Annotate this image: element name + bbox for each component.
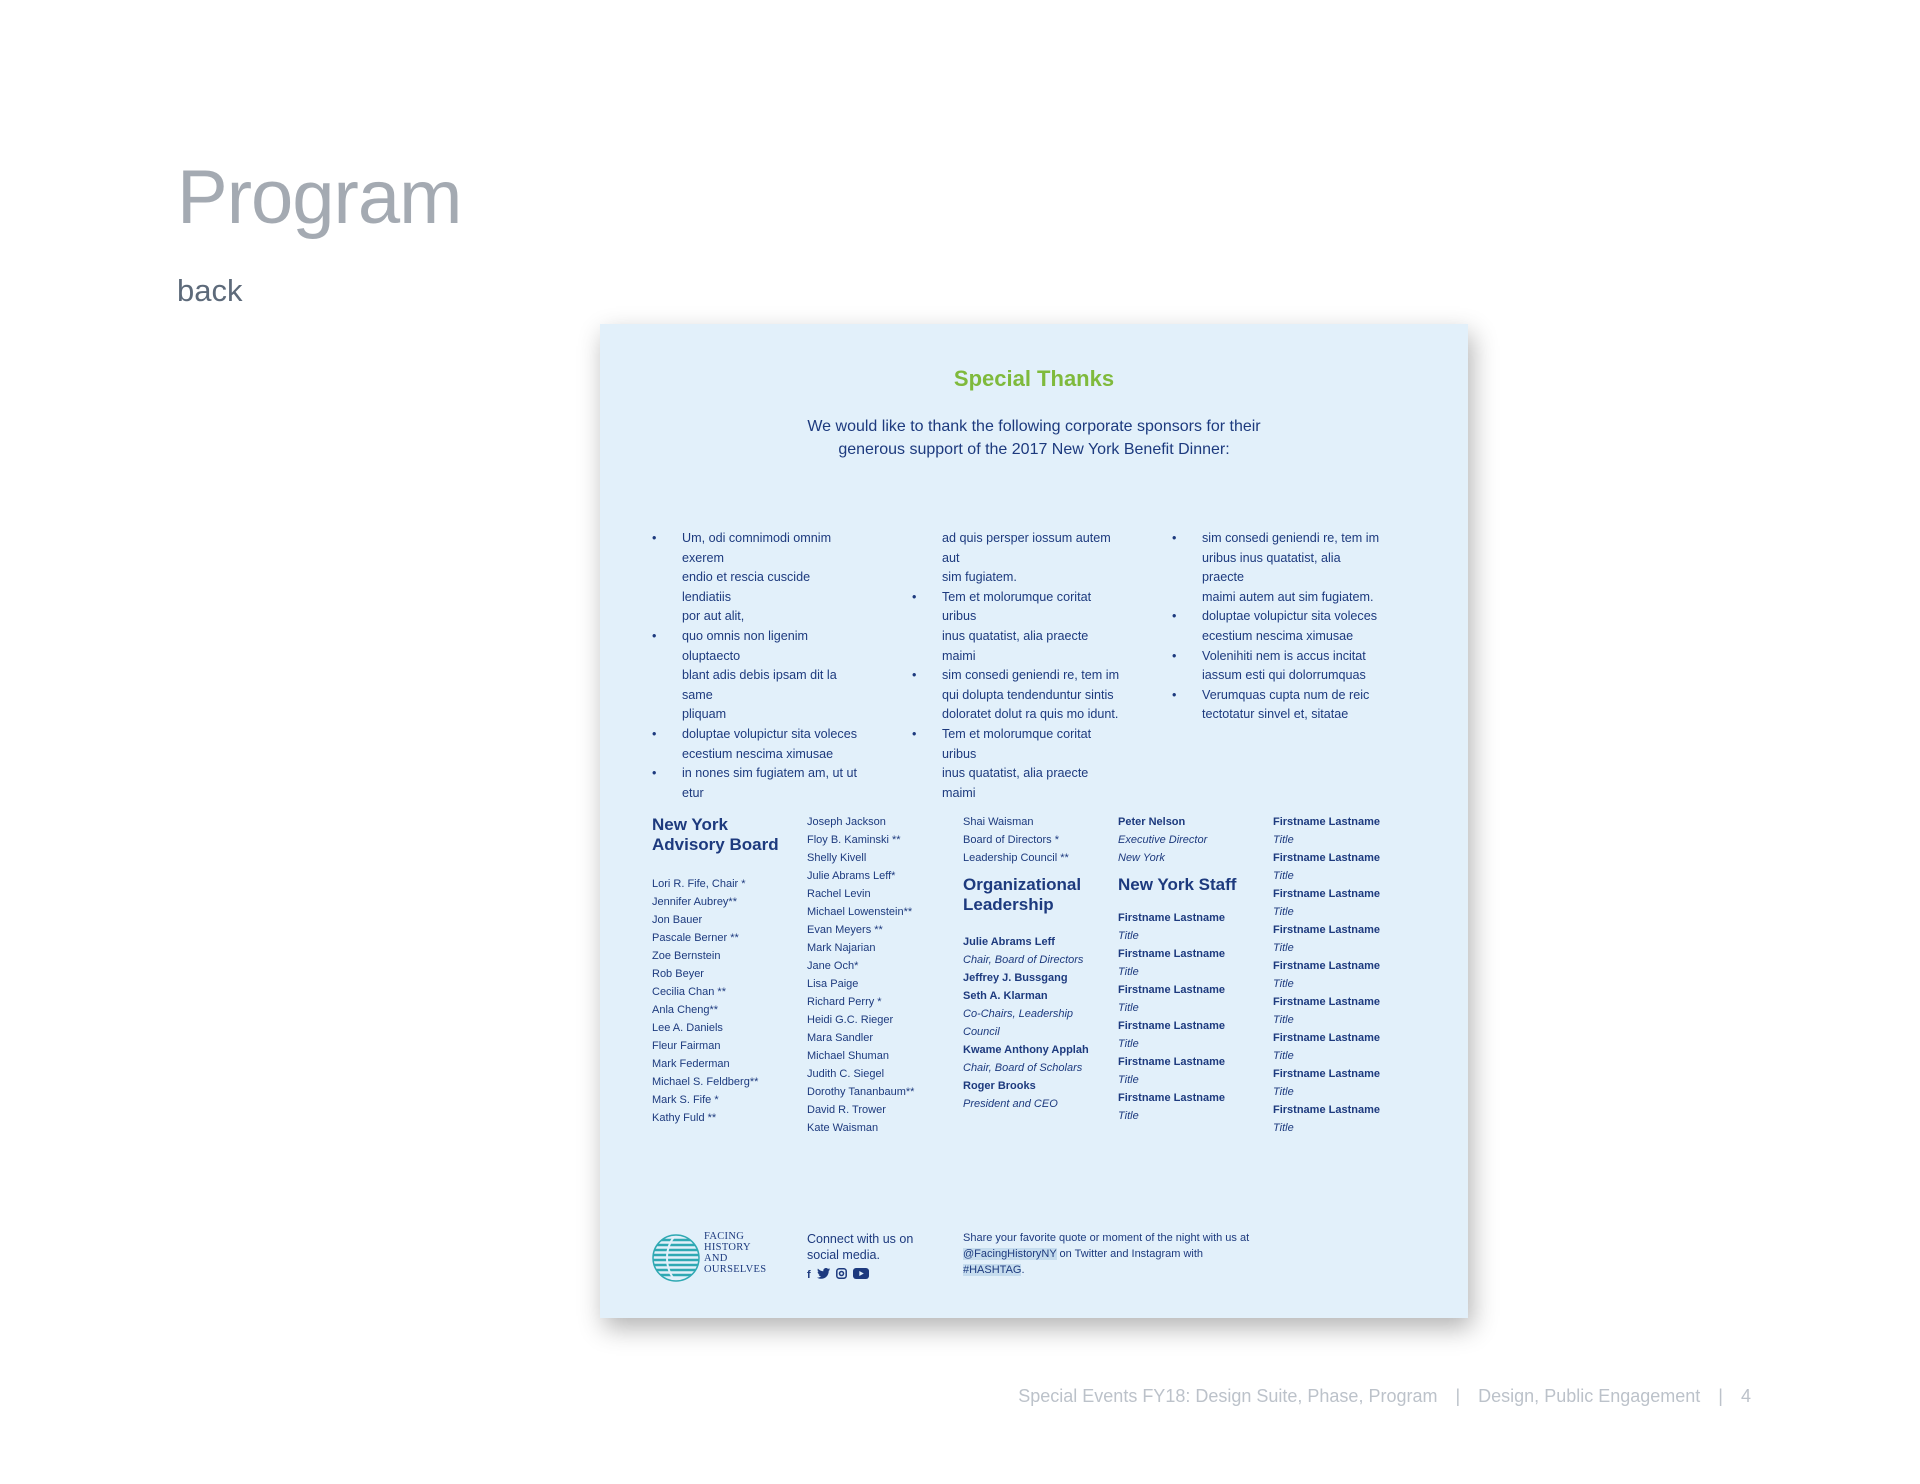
staff-title: Title xyxy=(1273,978,1294,990)
name-row: Floy B. Kaminski ** xyxy=(807,834,901,846)
name-row: Michael Shuman xyxy=(807,1050,889,1062)
footer-project: Special Events FY18: Design Suite, Phase, Program xyxy=(1018,1386,1438,1406)
name-row: Kate Waisman xyxy=(807,1122,879,1134)
staff-title: Title xyxy=(1118,966,1139,978)
logo-line: HISTORY xyxy=(704,1242,751,1253)
logo-wordmark xyxy=(704,1231,766,1275)
sponsor-list-item: uribus inus quatatist, alia praecte xyxy=(1202,550,1341,585)
thanks-intro-line: generous support of the 2017 New York Benefit Dinner: xyxy=(838,441,1230,458)
footer-separator: | xyxy=(1718,1386,1723,1406)
sponsor-list-item: endio et rescia cuscide lendiatiis xyxy=(682,570,811,604)
staff-title: Title xyxy=(1273,906,1294,918)
staff-title: Title xyxy=(1273,1014,1294,1026)
sponsor-list-item: maimi autem aut sim fugiatem. xyxy=(1202,589,1374,604)
staff-title: Title xyxy=(1118,1074,1139,1086)
name-row: Cecilia Chan ** xyxy=(652,986,726,998)
logo-line: AND xyxy=(704,1253,728,1264)
name-row: Rob Beyer xyxy=(652,968,704,980)
leadership-entry: Co-Chairs, Leadership xyxy=(963,1008,1074,1020)
name-row: Jon Bauer xyxy=(652,914,703,926)
name-row: Jennifer Aubrey** xyxy=(652,896,737,908)
staff-name: Firstname Lastname xyxy=(1273,852,1380,864)
social-connect xyxy=(807,1231,937,1282)
advisory-board-col xyxy=(652,813,802,1127)
slide-footer xyxy=(1018,1386,1751,1407)
leadership-entry: Roger Brooks xyxy=(963,1080,1036,1092)
sponsor-list-item: • Tem et molorumque coritat uribus xyxy=(912,725,1122,764)
sponsor-list-item: • doluptae volupictur sita voleces xyxy=(1172,607,1382,627)
staff-title: Title xyxy=(1273,1050,1294,1062)
logo-line: FACING xyxy=(704,1231,745,1242)
staff-name: Firstname Lastname xyxy=(1273,996,1380,1008)
staff-title: Title xyxy=(1273,1122,1294,1134)
leadership-col xyxy=(963,813,1113,1113)
footer-page-number: 4 xyxy=(1740,1386,1751,1406)
name-row: Shai Waisman xyxy=(963,816,1034,828)
youtube-icon[interactable] xyxy=(853,1268,869,1282)
sponsor-list-item: • quo omnis non ligenim oluptaecto xyxy=(652,627,862,666)
leadership-entry: Chair, Board of Directors xyxy=(963,954,1084,966)
name-row: Michael S. Feldberg** xyxy=(652,1076,759,1088)
name-row: Richard Perry * xyxy=(807,996,882,1008)
share-text-part: . xyxy=(1021,1264,1025,1276)
sponsor-list-item: • Um, odi comnimodi omnim exerem xyxy=(652,529,862,568)
leadership-entry: Seth A. Klarman xyxy=(963,990,1048,1002)
advisory-board-heading: New York Advisory Board xyxy=(652,815,779,854)
staff-title: Title xyxy=(1118,1038,1139,1050)
sponsor-list-item: doloratet dolut ra quis mo idunt. xyxy=(942,707,1119,722)
special-thanks-title: Special Thanks xyxy=(953,366,1115,391)
sponsor-list-item: • Verumquas cupta num de reic xyxy=(1172,686,1382,706)
leadership-heading: Organizational Leadership xyxy=(963,875,1082,914)
name-row: Shelly Kivell xyxy=(807,852,867,864)
staff-name: Firstname Lastname xyxy=(1118,1020,1225,1032)
program-back-card xyxy=(600,324,1468,1318)
logo-line: OURSELVES xyxy=(704,1264,767,1275)
sponsor-list-item: pliquam xyxy=(682,707,727,722)
leadership-entry: Kwame Anthony Applah xyxy=(963,1044,1089,1056)
name-row: Pascale Berner ** xyxy=(652,932,739,944)
twitter-icon[interactable] xyxy=(817,1268,830,1282)
name-row: Lori R. Fife, Chair * xyxy=(652,878,746,890)
name-row: Mark Federman xyxy=(652,1058,730,1070)
leadership-entry: Jeffrey J. Bussgang xyxy=(963,972,1068,984)
social-icons xyxy=(807,1268,937,1282)
staff-name: Firstname Lastname xyxy=(1273,960,1380,972)
twitter-handle-link[interactable]: @FacingHistoryNY xyxy=(963,1248,1057,1260)
name-row: Zoe Bernstein xyxy=(652,950,721,962)
staff-name: Firstname Lastname xyxy=(1118,984,1225,996)
sponsor-list-col-1 xyxy=(652,529,862,803)
facing-history-logo xyxy=(652,1231,782,1283)
sponsor-list-item: inus quatatist, alia praecte maimi xyxy=(942,766,1089,800)
staff-title: Title xyxy=(1118,1002,1139,1014)
leadership-entry: Executive Director xyxy=(1118,834,1208,846)
name-row: Heidi G.C. Rieger xyxy=(807,1014,894,1026)
leadership-entry: New York xyxy=(1118,852,1165,864)
name-row: Fleur Fairman xyxy=(652,1040,721,1052)
leadership-entry: President and CEO xyxy=(963,1098,1058,1110)
sponsor-list-item: ecestium nescima ximusae xyxy=(1202,628,1354,643)
staff-name: Firstname Lastname xyxy=(1273,816,1380,828)
sponsor-list-col-3 xyxy=(1172,529,1382,725)
staff-name: Firstname Lastname xyxy=(1273,1104,1380,1116)
name-row: Lee A. Daniels xyxy=(652,1022,723,1034)
footer-separator: | xyxy=(1455,1386,1461,1406)
name-row: David R. Trower xyxy=(807,1104,886,1116)
sponsor-list-item: tectotatur sinvel et, sitatae xyxy=(1202,707,1349,722)
staff-name: Firstname Lastname xyxy=(1273,1032,1380,1044)
sponsor-list-item: blant adis debis ipsam dit la same xyxy=(682,668,837,702)
staff-col-cont xyxy=(1273,813,1423,1137)
name-row: Mark Najarian xyxy=(807,942,876,954)
facebook-icon[interactable]: f xyxy=(807,1269,811,1281)
hashtag-link[interactable]: #HASHTAG xyxy=(963,1264,1022,1276)
staff-col xyxy=(1118,813,1268,1125)
name-row: Kathy Fuld ** xyxy=(652,1112,717,1124)
sponsor-list-item: sim fugiatem. xyxy=(942,570,1017,585)
sponsor-list-item: inus quatatist, alia praecte maimi xyxy=(942,628,1089,663)
staff-name: Firstname Lastname xyxy=(1273,888,1380,900)
connect-text: Connect with us on social media. xyxy=(807,1232,914,1262)
share-text-part: Share your favorite quote or moment of the night with us at xyxy=(963,1232,1250,1244)
staff-title: Title xyxy=(1118,1110,1139,1122)
staff-title: Title xyxy=(1273,942,1294,954)
sponsor-list-item: ad quis persper iossum autem aut xyxy=(942,531,1111,565)
sponsor-list-col-2 xyxy=(912,529,1122,803)
globe-logo-icon xyxy=(652,1234,700,1282)
sponsor-list-item: iassum esti qui dolorrumquas xyxy=(1202,668,1366,683)
leadership-entry: Julie Abrams Leff xyxy=(963,936,1055,948)
staff-name: Firstname Lastname xyxy=(1118,1092,1225,1104)
name-row: Jane Och* xyxy=(807,960,859,972)
advisory-board-col-cont xyxy=(807,813,957,1137)
name-row: Evan Meyers ** xyxy=(807,924,883,936)
name-row: Leadership Council ** xyxy=(963,852,1069,864)
sponsor-list-item: • doluptae volupictur sita voleces xyxy=(652,725,862,745)
leadership-entry: Peter Nelson xyxy=(1118,816,1186,828)
sponsor-list-item: por aut alit, xyxy=(682,609,745,624)
instagram-icon[interactable] xyxy=(836,1268,847,1282)
thanks-intro-line: We would like to thank the following corporate sponsors for their xyxy=(807,418,1261,435)
staff-name: Firstname Lastname xyxy=(1118,948,1225,960)
share-text-part: on Twitter and Instagram with xyxy=(1056,1248,1204,1260)
staff-name: Firstname Lastname xyxy=(1118,912,1225,924)
sponsor-list-item: • sim consedi geniendi re, tem im xyxy=(1172,529,1382,549)
staff-name: Firstname Lastname xyxy=(1118,1056,1225,1068)
name-row: Rachel Levin xyxy=(807,888,871,900)
sponsor-list-item: • Tem et molorumque coritat uribus xyxy=(912,588,1122,627)
staff-title: Title xyxy=(1118,930,1139,942)
footer-department: Design, Public Engagement xyxy=(1478,1386,1701,1406)
leadership-entry: Chair, Board of Scholars xyxy=(963,1062,1083,1074)
page-subtitle: back xyxy=(177,273,243,308)
staff-name: Firstname Lastname xyxy=(1273,1068,1380,1080)
name-row: Anla Cheng** xyxy=(652,1004,719,1016)
name-row: Judith C. Siegel xyxy=(807,1068,885,1080)
leadership-entry: Council xyxy=(963,1026,1000,1038)
sponsor-list-item: ecestium nescima ximusae xyxy=(682,746,834,761)
name-row: Julie Abrams Leff* xyxy=(807,870,896,882)
staff-title: Title xyxy=(1273,870,1294,882)
sponsor-list-item: • Volenihiti nem is accus incitat xyxy=(1172,647,1382,667)
name-row: Mark S. Fife * xyxy=(652,1094,719,1106)
share-text xyxy=(963,1230,1253,1278)
name-row: Lisa Paige xyxy=(807,978,859,990)
staff-title: Title xyxy=(1273,834,1294,846)
page-title: Program xyxy=(177,155,462,240)
staff-name: Firstname Lastname xyxy=(1273,924,1380,936)
sponsor-list-item: • sim consedi geniendi re, tem im xyxy=(912,666,1122,686)
sponsor-list-item: qui dolupta tendenduntur sintis xyxy=(942,687,1114,702)
thanks-intro xyxy=(784,415,1284,461)
staff-heading: New York Staff xyxy=(1118,875,1237,894)
staff-title: Title xyxy=(1273,1086,1294,1098)
name-row: Mara Sandler xyxy=(807,1032,874,1044)
name-row: Board of Directors * xyxy=(963,834,1059,846)
name-row: Joseph Jackson xyxy=(807,816,886,828)
name-row: Dorothy Tananbaum** xyxy=(807,1086,915,1098)
sponsor-list-item: • in nones sim fugiatem am, ut ut etur xyxy=(652,764,862,803)
name-row: Michael Lowenstein** xyxy=(807,906,913,918)
